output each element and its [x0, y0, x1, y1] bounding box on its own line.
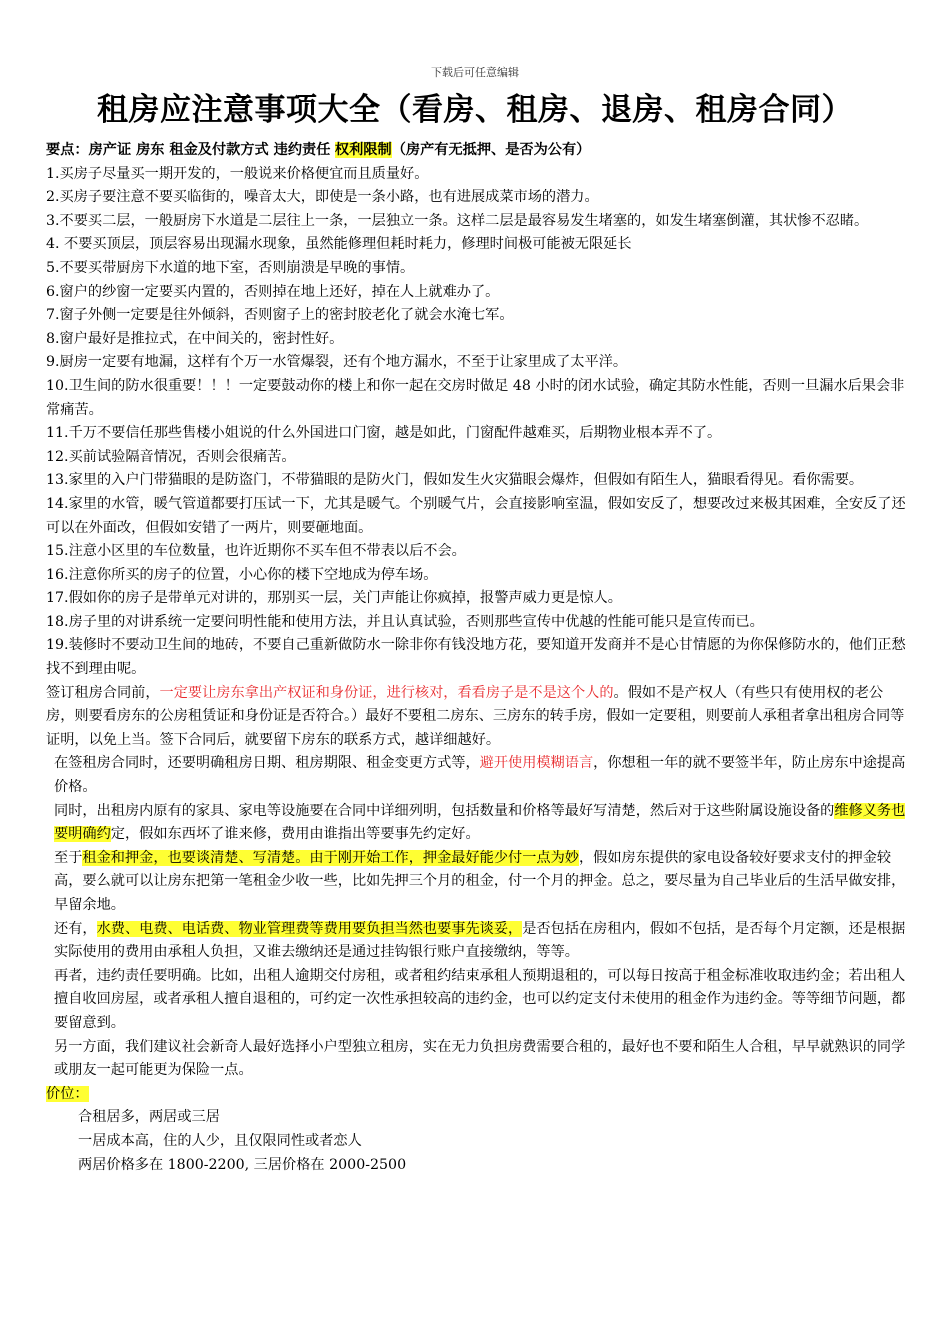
contract-p2-text: 在签租房合同时，还要明确租房日期、租房期限、租金变更方式等，: [54, 755, 480, 772]
contract-paragraph-6: 再者，违约责任要明确。比如，出租人逾期交付房租，或者租约结束承租人预期退租的，可以每日按高于租金标准收取违约金；若出租人擅自收回房屋，或者承租人擅自退租的，可约定一次性承担较高的违约金，也可以约定支付未使用的租金作为违约金。等等细节问题，都要留意到。: [54, 967, 906, 1031]
price-label: 价位：: [46, 1085, 89, 1102]
document-title: 租房应注意事项大全（看房、租房、退房、租房合同）: [97, 92, 853, 128]
contract-p4-highlight: 租金和押金，也要谈清楚、写清楚。由于刚开始工作，押金最好能少付一点为妙: [82, 849, 579, 866]
document-body: [46, 139, 908, 1177]
list-item: 11.千万不要信任那些售楼小姐说的什么外国进口门窗，越是如此，门窗配件越难买，后期物业根本弄不了。: [46, 425, 722, 442]
list-item: 3.不要买二层，一般厨房下水道是二层往上一条，一层独立一条。这样二层是最容易发生堵塞的，如发生堵塞倒灌，其状惨不忍睹。: [46, 212, 869, 229]
contract-paragraph-1: [46, 682, 908, 753]
list-item: 15.注意小区里的车位数量，也许近期你不买车但不带表以后不会。: [46, 543, 466, 560]
list-item: 10.卫生间的防水很重要！！！一定要鼓动你的楼上和你一起在交房时做足 48 小时的闭水试验，确定其防水性能，否则一旦漏水后果会非常痛苦。: [46, 377, 905, 418]
contract-p5-highlight: 水费、电费、电话费、物业管理费等费用要负担当然也要事先谈妥，: [96, 920, 523, 937]
contract-p3-rest: 定，假如东西坏了谁来修，费用由谁指出等要事先约定好。: [110, 826, 480, 843]
price-line: 合租居多，两居或三居: [78, 1109, 220, 1126]
key-points-line: [46, 139, 908, 163]
list-item: 9.厨房一定要有地漏，这样有个万一水管爆裂，还有个地方漏水，不至于让家里成了太平洋。: [46, 354, 628, 371]
contract-paragraph-3: [46, 800, 908, 847]
contract-p4-text: 至于: [54, 849, 83, 866]
key-points-items: 房产证 房东 租金及付款方式 违约责任: [88, 142, 331, 158]
list-item: 19.装修时不要动卫生间的地砖，不要自己重新做防水一除非你有钱没地方花，要知道开发商并不是心甘情愿的为你保修防水的，他们正愁找不到理由呢。: [46, 637, 906, 678]
contract-p1-rest: 。假如不是产权人（有些只有使用权的老公房，则要看房东的公房租赁证和身份证是否符合。）最好不要租二房东、三房东的转手房，假如一定要租，则要前人承租者拿出租房合同等证明，以免上当。签下合同后，就要留下房东的联系方式，越详细越好。: [46, 684, 905, 748]
list-item: 16.注意你所买的房子的位置，小心你的楼下空地成为停车场。: [46, 566, 438, 583]
list-item: 18.房子里的对讲系统一定要问明性能和使用方法，并且认真试验，否则那些宣传中优越的性能可能只是宣传而已。: [46, 613, 764, 630]
header-note: 下载后可任意编辑: [431, 66, 519, 79]
list-item: 6.窗户的纱窗一定要买内置的，否则掉在地上还好，掉在人上就难办了。: [46, 283, 500, 300]
list-item: 1.买房子尽量买一期开发的，一般说来价格便宜而且质量好。: [46, 165, 429, 182]
list-item: 8.窗户最好是推拉式，在中间关的，密封性好。: [46, 330, 344, 347]
key-points-highlight: 权利限制: [334, 142, 392, 158]
price-line: 两居价格多在 1800-2200, 三居价格在 2000-2500: [78, 1156, 407, 1173]
list-item: 14.家里的水管，暖气管道都要打压试一下，尤其是暖气。个别暖气片，会直接影响室温，假如安反了，想要改过来极其困难，全安反了还可以在外面改，但假如安错了一两片，则要砸地面。: [46, 495, 906, 536]
contract-paragraph-2: [46, 752, 908, 799]
price-line: 一居成本高，住的人少，且仅限同性或者恋人: [78, 1132, 362, 1149]
key-points-label: 要点：: [46, 142, 89, 158]
price-label-line: [46, 1083, 908, 1107]
contract-paragraph-7: 另一方面，我们建议社会新奇人最好选择小户型独立租房，实在无力负担房费需要合租的，最好也不要和陌生人合租，早早就熟识的同学或朋友一起可能更为保险一点。: [54, 1038, 906, 1079]
list-item: 13.家里的入户门带猫眼的是防盗门，不带猫眼的是防火门，假如发生火灾猫眼会爆炸，但假如有陌生人，猫眼看得见。看你需要。: [46, 472, 864, 489]
contract-paragraph-5: [46, 918, 908, 965]
contract-p2-rest: ，你想租一年的就不要签半年，防止房东中途提高价格。: [54, 755, 906, 796]
contract-p5-text: 还有，: [54, 920, 97, 937]
list-item: 2.买房子要注意不要买临街的，噪音太大，即使是一条小路，也有进展成菜市场的潜力。: [46, 189, 599, 206]
contract-p1-red: 一定要让房东拿出产权证和身份证，进行核对，看看房子是不是这个人的: [159, 684, 614, 701]
key-points-tail: （房产有无抵押、是否为公有）: [391, 142, 591, 158]
list-item: 17.假如你的房子是带单元对讲的，那别买一层，关门声能让你疯掉，报警声威力更是惊人。: [46, 590, 622, 607]
list-item: 5.不要买带厨房下水道的地下室，否则崩溃是早晚的事情。: [46, 259, 415, 276]
contract-p5-rest: 是否包括在房租内，假如不包括，是否每个月定额，还是根据实际使用的费用由承租人负担，又谁去缴纳还是通过挂钩银行账户直接缴纳，等等。: [54, 920, 906, 961]
contract-p4-rest: ，假如房东提供的家电设备较好要求支付的押金较高，要么就可以让房东把第一笔租金少收一些，比如先押三个月的租金，付一个月的押金。总之，要尽量为自己毕业后的生活早做安排，早留余地。: [54, 849, 906, 913]
contract-p3-text: 同时，出租房内原有的家具、家电等设施要在合同中详细列明，包括数量和价格等最好写清楚，然后对于这些附属设施设备的: [54, 802, 835, 819]
contract-paragraph-4: [46, 847, 908, 918]
contract-p2-red: 避开使用模糊语言: [479, 755, 594, 772]
list-item: 7.窗子外侧一定要是往外倾斜，否则窗子上的密封胶老化了就会水淹七军。: [46, 307, 514, 324]
contract-p1-text: 签订租房合同前，: [46, 684, 160, 701]
list-item: 12.买前试验隔音情况，否则会很痛苦。: [46, 448, 296, 465]
contract-p3-highlight: 维修义务也要明确约: [54, 802, 906, 843]
list-item: 4. 不要买顶层，顶层容易出现漏水现象，虽然能修理但耗时耗力，修理时间极可能被无限延长: [46, 236, 632, 253]
